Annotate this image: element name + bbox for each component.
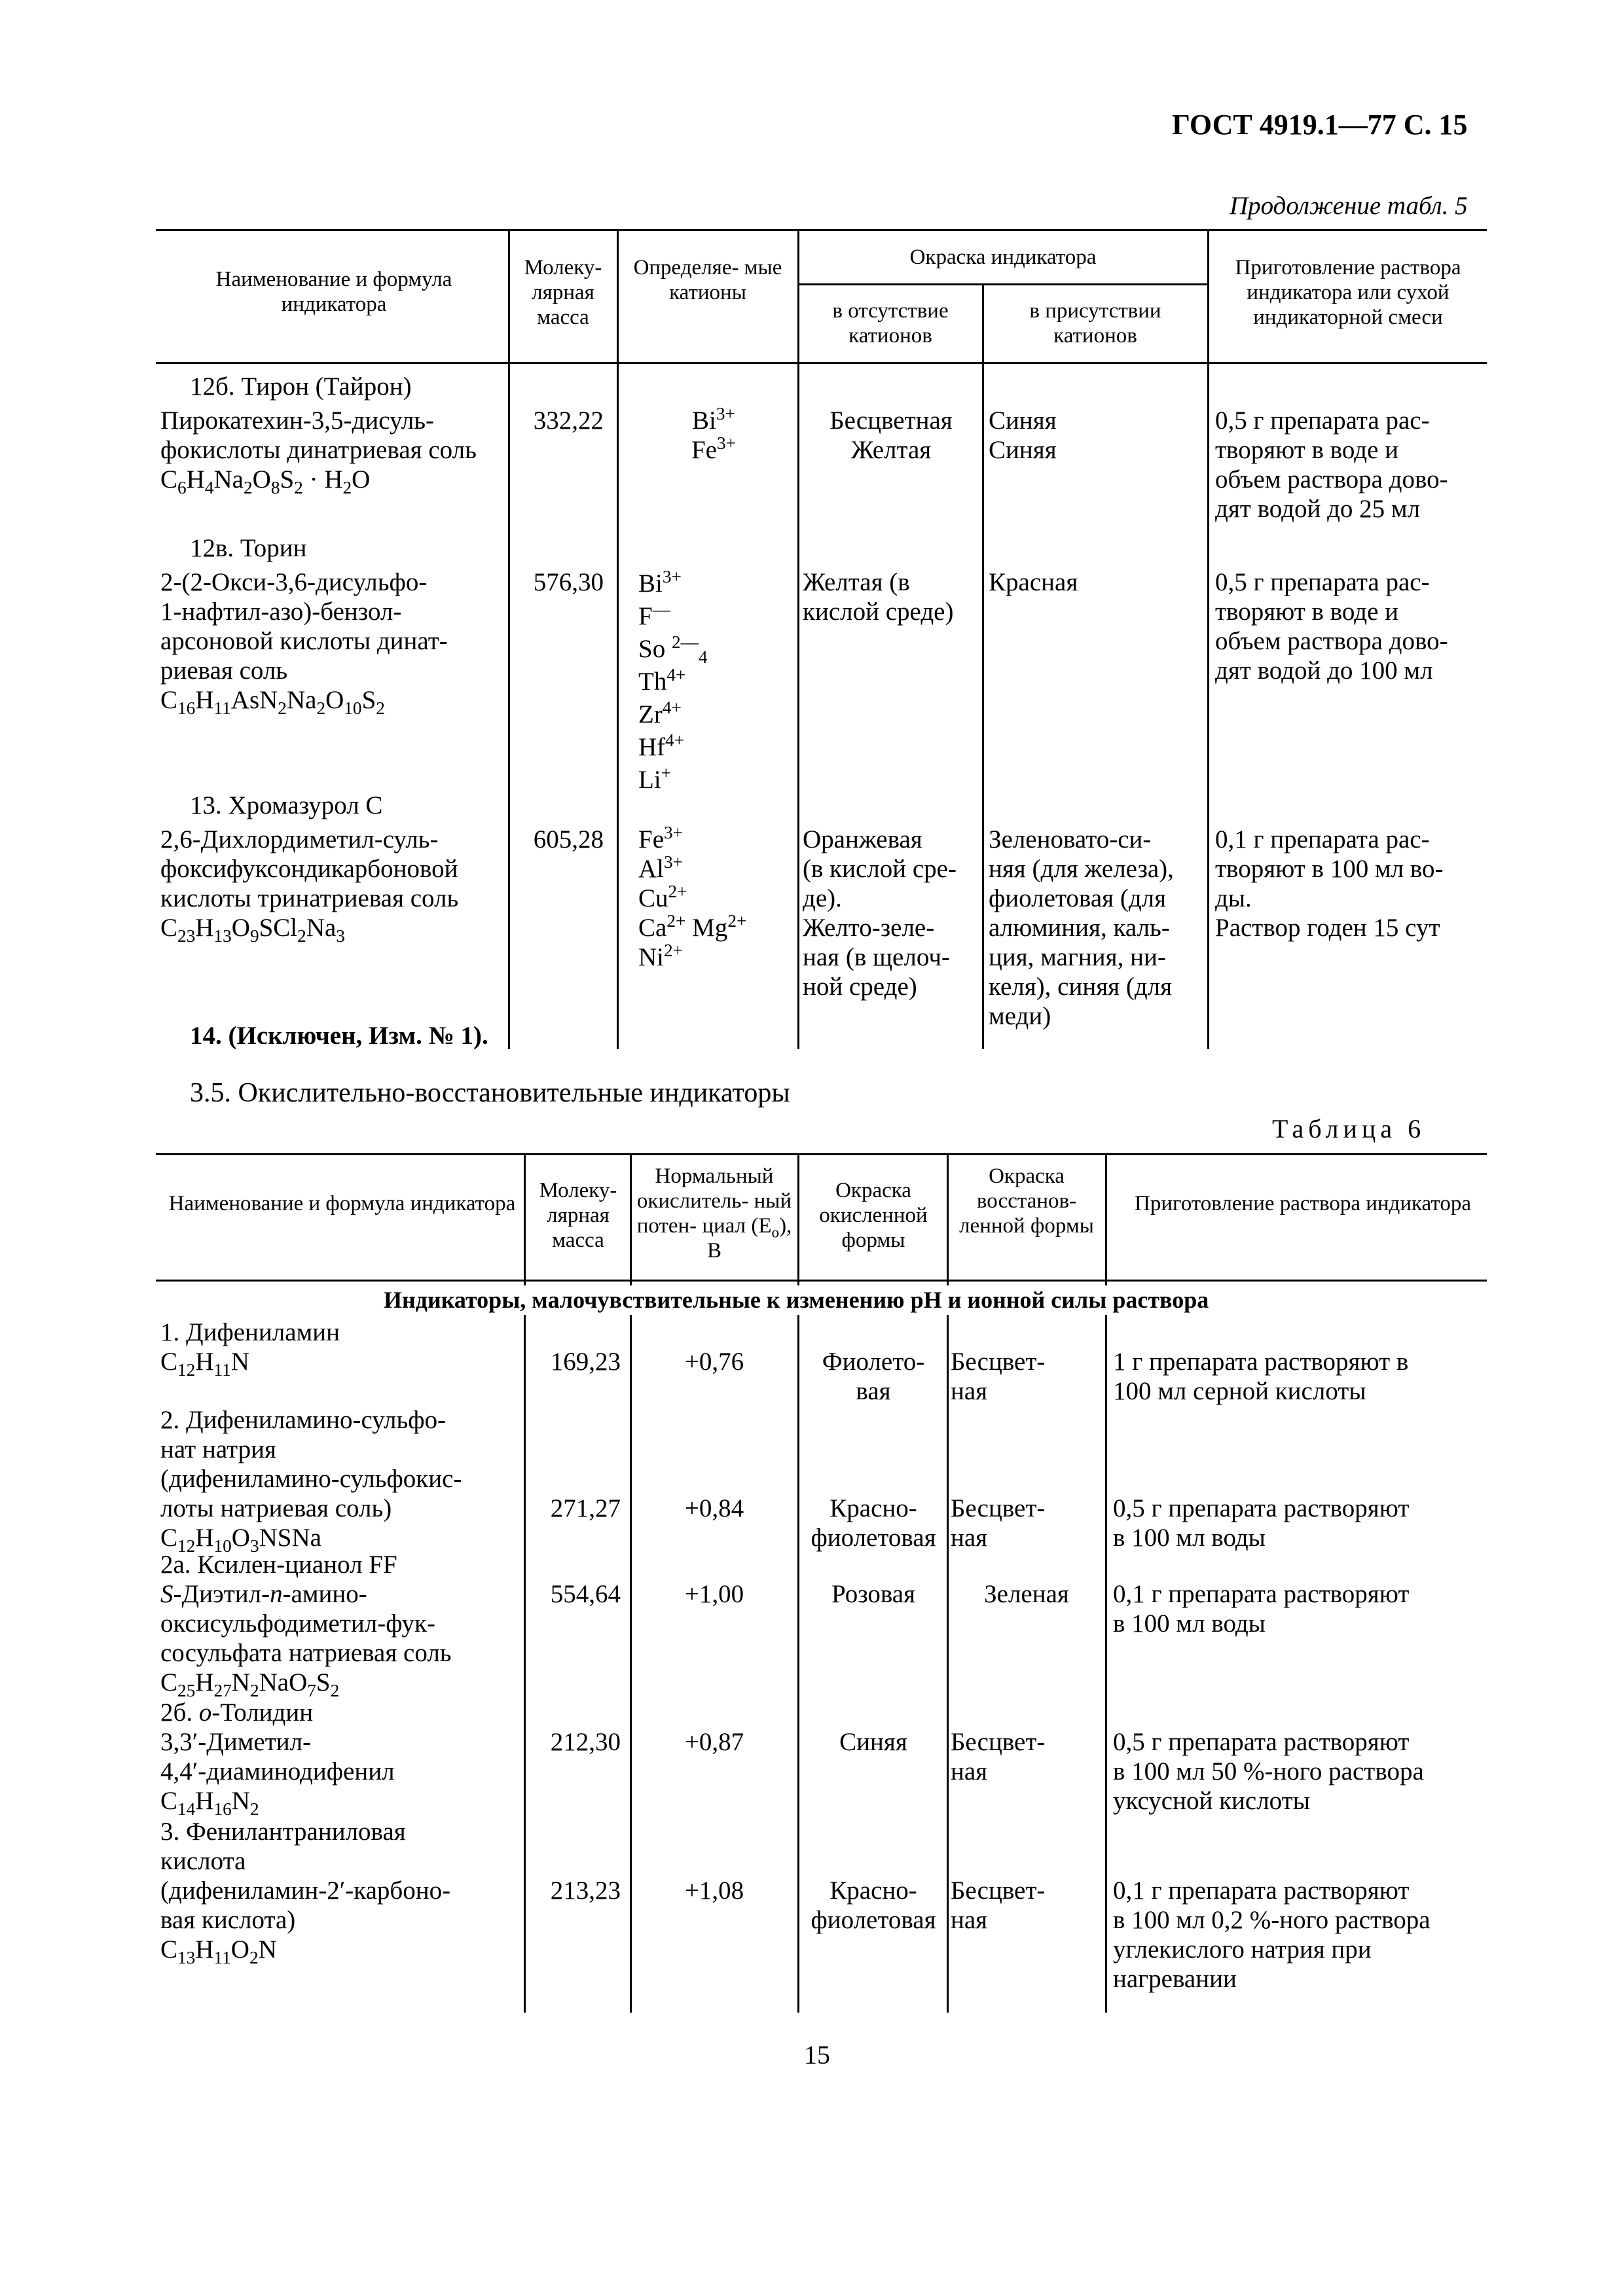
t6-row-name (160, 1550, 522, 1700)
t5-row-present-line: келя), синяя (для (989, 973, 1173, 1001)
t6-row-oxidized (801, 1876, 945, 1935)
t6-row-mass-line: 212,30 (550, 1728, 621, 1756)
t5-row-mass (512, 825, 604, 854)
t6-row-prep-line: 0,5 г препарата растворяют (1113, 1728, 1410, 1756)
t5-row-present (989, 825, 1205, 1031)
t5-row-name-line: $C_{23}H_{13}O_9SCl_2Na_3$ (160, 914, 345, 946)
t6-row-reduced-line: ная (951, 1906, 988, 1934)
t5-row-absent (803, 825, 979, 1001)
t6-row-reduced-line: Бесцвет- (951, 1876, 1046, 1905)
t5-row-cations-line: $Bi^{3+}$ (692, 404, 735, 435)
t6-row-name-line: 2. Дифениламино-сульфо- (160, 1406, 447, 1434)
t6-row-prep (1113, 1876, 1485, 1994)
t6-row-mass (529, 1347, 621, 1376)
t6-row-name (160, 1817, 522, 1967)
t5-row-prep (1215, 406, 1484, 524)
t6-row-prep (1113, 1727, 1485, 1816)
t5-row-prep-line: творяют в воде и (1215, 436, 1399, 464)
page-header-title: ГОСТ 4919.1—77 С. 15 (1172, 109, 1468, 141)
t5-row-title (190, 533, 307, 563)
t5-row-prep-line: дят водой до 100 мл (1215, 656, 1433, 685)
t6-row-reduced (951, 1579, 1103, 1609)
t6-row-name-line: 3,3′-Диметил- (160, 1728, 312, 1756)
t5-row-title (190, 372, 412, 401)
t5-row-absent-line: ная (в щелоч- (803, 943, 950, 971)
t6-row-potential-line: +0,76 (684, 1348, 744, 1376)
t5-row-cations (638, 567, 789, 797)
t5-row-prep (1215, 567, 1484, 685)
t5-header-color: Окраска индикатора (909, 245, 1097, 269)
t6-row-oxidized (801, 1494, 945, 1552)
t6-header-reduced: Окраска восстанов- ленной формы (959, 1164, 1094, 1238)
t6-row-mass (529, 1727, 621, 1757)
t6-row-oxidized (801, 1347, 945, 1406)
t5-row-cations-line: $Fe^{3+}$ (638, 823, 684, 853)
t5-row-prep-line: объем раствора дово- (1215, 627, 1448, 655)
t6-subheader: Индикаторы, малочувствительные к изменению pH и ионной силы раствора (380, 1285, 1213, 1315)
t5-header-prep: Приготовление раствора индикатора или сухой индикаторной смеси (1235, 256, 1461, 329)
t5-row-name-line: арсоновой кислоты динат- (160, 627, 448, 655)
t5-row-name-line: Пирокатехин-3,5-дисуль- (160, 406, 435, 435)
t6-row-oxidized-line: Розовая (831, 1580, 916, 1608)
t5-row-prep-line: Раствор годен 15 сут (1215, 914, 1440, 942)
t5-row-cations-line: $Ni^{2+}$ (638, 941, 684, 971)
t5-row-absent-line: Желтая (в (803, 568, 910, 596)
t6-row-name-line: нат натрия (160, 1435, 276, 1463)
t5-row-mass (512, 567, 604, 597)
page-number: 15 (804, 2040, 830, 2070)
t5-row-absent-line: кислой среде) (803, 598, 954, 626)
t6-row-reduced-line: Зеленая (984, 1580, 1069, 1608)
t6-row-potential-line: +0,84 (684, 1494, 744, 1522)
t6-row-prep-line: уксусной кислоты (1113, 1787, 1310, 1815)
t6-row-oxidized-line: Синяя (839, 1728, 907, 1756)
t6-row-name-line: кислота (160, 1847, 246, 1875)
t6-row-mass (529, 1494, 621, 1523)
t6-row-name-line: 1. Дифениламин (160, 1318, 340, 1346)
t5-row-name-line: 2,6-Дихлордиметил-суль- (160, 825, 439, 853)
t5-row-cations-line: F— (638, 600, 670, 630)
t6-row-name-line: $C_{12}H_{11}N$ (160, 1348, 249, 1380)
t6-row-name-line: сосульфата натриевая соль (160, 1639, 452, 1667)
t5-row-cations-line: So $^{2—}_4$ (638, 632, 708, 667)
t5-row-cations-line: Li+ (638, 763, 672, 794)
t5-row-present-line: няя (для железа), (989, 855, 1174, 883)
t6-row-name (160, 1698, 522, 1819)
t6-row-name-line: $C_{13}H_{11}O_2N$ (160, 1935, 277, 1967)
t6-row-potential (634, 1347, 795, 1376)
t6-row-oxidized-line: Красно- (830, 1876, 917, 1905)
t6-row-reduced-line: Бесцвет- (951, 1728, 1046, 1756)
t5-row-prep-line: ды. (1215, 884, 1252, 912)
t5-row-prep-line: творяют в 100 мл во- (1215, 855, 1444, 883)
t6-header-potential: Нормальный окислитель- ный потен- циал $(E_o)$, В (636, 1164, 792, 1263)
t5-row-absent-line: Бесцветная (830, 406, 953, 435)
t5-row-name (160, 567, 506, 718)
t6-row-mass-line: 169,23 (550, 1348, 621, 1376)
t5-row-name-line: $C_{16}H_{11}AsN_2Na_2O_{10}S_2$ (160, 686, 385, 718)
t5-row-cations (638, 825, 789, 972)
t6-row-prep-line: нагревании (1113, 1965, 1237, 1993)
t5-row-name-line: 2-(2-Окси-3,6-дисульфо- (160, 568, 428, 596)
t6-row-oxidized-line: вая (856, 1377, 891, 1405)
t6-row-name (160, 1318, 522, 1380)
t6-row-name-line: $C_{12}H_{10}O_3NSNa$ (160, 1524, 321, 1556)
t6-row-prep (1113, 1494, 1485, 1552)
t5-row-present (989, 567, 1205, 597)
t6-row-potential-line: +1,08 (684, 1876, 744, 1905)
t5-row-cations (638, 406, 789, 465)
t6-header-oxidized: Окраска окисленной формы (819, 1179, 928, 1252)
t6-row-prep-line: 100 мл серной кислоты (1113, 1377, 1366, 1405)
t6-row-reduced-line: ная (951, 1757, 988, 1785)
table6-label: Таблица 6 (1272, 1114, 1426, 1143)
t5-row-cations-line: $Bi^{3+}$ (638, 567, 682, 598)
t5-row-absent (803, 567, 979, 626)
t5-row-prep-line: 0,1 г препарата рас- (1215, 825, 1430, 853)
t6-row-reduced-line: Бесцвет- (951, 1494, 1046, 1522)
t5-row-prep-line: 0,5 г препарата рас- (1215, 406, 1430, 435)
t5-row-present-line: Красная (989, 568, 1078, 596)
t5-row-absent-line: Оранжевая (803, 825, 922, 853)
t6-row-potential-line: +1,00 (684, 1580, 744, 1608)
t6-header-name: Наименование и формула индикатора (168, 1192, 516, 1215)
t6-row-mass-line: 271,27 (550, 1494, 621, 1522)
t5-row-present-line: алюминия, каль- (989, 914, 1170, 942)
t5-row-prep-line: 0,5 г препарата рас- (1215, 568, 1430, 596)
section-title: 3.5. Окислительно-восстановительные индикаторы (190, 1078, 790, 1108)
t6-row-prep-line: 1 г препарата растворяют в (1113, 1348, 1409, 1376)
t6-row-prep-line: 0,5 г препарата растворяют (1113, 1494, 1410, 1522)
t6-row-name-line: оксисульфодиметил-фук- (160, 1609, 435, 1638)
t6-row-prep-line: в 100 мл воды (1113, 1609, 1266, 1638)
t6-row-prep-line: в 100 мл воды (1113, 1524, 1266, 1552)
t5-row-name-line: риевая соль (160, 656, 288, 685)
t5-row-present (989, 406, 1205, 465)
t6-row-reduced (951, 1876, 1103, 1935)
t5-row-present-line: фиолетовая (для (989, 884, 1167, 912)
t6-header-prep: Приготовление раствора индикатора (1135, 1192, 1471, 1215)
t5-row-title-line: 13. Хромазурол С (190, 791, 383, 819)
t5-row-cations-line: $Cu^{2+}$ (638, 882, 687, 912)
t6-row-name-line: (дифениламино-сульфокис- (160, 1465, 462, 1493)
t6-row-potential-line: +0,87 (684, 1728, 744, 1756)
t6-row-oxidized-line: фиолетовая (811, 1524, 936, 1552)
t5-row-title-line: 12б. Тирон (Тайрон) (190, 372, 412, 401)
t6-row-mass-line: 213,23 (550, 1876, 621, 1905)
t6-row-reduced (951, 1347, 1103, 1406)
t6-row-oxidized-line: Красно- (830, 1494, 917, 1522)
t5-excluded-row: 14. (Исключен, Изм. № 1). (190, 1022, 488, 1050)
t5-row-name-line: фокислоты динатриевая соль (160, 436, 477, 464)
t6-row-oxidized-line: Фиолето- (822, 1348, 925, 1376)
t6-row-name-line: 2б. o-Толидин (160, 1698, 314, 1727)
t6-row-prep-line: 0,1 г препарата растворяют (1113, 1876, 1410, 1905)
t5-row-name (160, 406, 506, 497)
t5-row-name-line: $C_6H_4Na_2O_8S_2 \cdot H_2O$ (160, 465, 371, 497)
t5-row-present-line: ция, магния, ни- (989, 943, 1166, 971)
t6-row-name-line: S-Диэтил-n-амино- (160, 1580, 367, 1608)
t5-row-mass-line: 576,30 (533, 568, 604, 596)
t6-row-prep-line: 0,1 г препарата растворяют (1113, 1580, 1410, 1608)
t6-row-name-line: вая кислота) (160, 1906, 296, 1934)
t6-row-reduced-line: Бесцвет- (951, 1348, 1046, 1376)
t5-row-name-line: 1-нафтил-азо)-бензол- (160, 598, 402, 626)
t6-row-potential (634, 1579, 795, 1609)
t5-header-name: Наименование и формула индикатора (215, 268, 452, 316)
t5-row-name (160, 825, 506, 946)
t6-row-potential (634, 1727, 795, 1757)
t6-header-mass: Молеку- лярная масса (539, 1179, 617, 1252)
t5-row-prep-line: объем раствора дово- (1215, 465, 1448, 493)
t6-row-name-line: лоты натриевая соль) (160, 1494, 392, 1522)
t5-row-absent-line: ной среде) (803, 973, 917, 1001)
t5-row-absent-line: Желто-зеле- (803, 914, 935, 942)
t5-row-cations-line: $Al^{3+}$ (638, 852, 684, 883)
t6-row-reduced-line: ная (951, 1524, 988, 1552)
t6-row-name-line: $C_{14}H_{16}N_2$ (160, 1787, 259, 1819)
t6-row-potential (634, 1876, 795, 1905)
table5-continuation: Продолжение табл. 5 (1230, 192, 1468, 220)
t5-row-prep-line: творяют в воде и (1215, 598, 1399, 626)
t5-header-cations: Определяе- мые катионы (633, 256, 782, 304)
t6-row-name-line: $C_{25}H_{27}N_2NaO_7S_2$ (160, 1668, 340, 1700)
t5-row-absent-line: (в кислой сре- (803, 855, 957, 883)
t6-row-reduced (951, 1494, 1103, 1552)
t5-row-cations-line: $Fe^{3+}$ (691, 433, 737, 464)
t6-row-name (160, 1405, 522, 1556)
t6-row-prep-line: в 100 мл 50 %-ного раствора (1113, 1757, 1424, 1785)
t5-row-cations-line: $Zr^{4+}$ (638, 698, 682, 728)
t6-row-mass (529, 1876, 621, 1905)
t6-row-reduced (951, 1727, 1103, 1786)
t6-row-oxidized-line: фиолетовая (811, 1906, 936, 1934)
t6-row-mass (529, 1579, 621, 1609)
t6-row-name-line: (дифениламин-2′-карбоно- (160, 1876, 451, 1905)
t6-row-prep (1113, 1579, 1485, 1638)
t5-header-absent: в отсутствие катионов (832, 299, 949, 348)
t6-row-potential (634, 1494, 795, 1523)
t6-row-oxidized (801, 1727, 945, 1757)
t6-row-prep (1113, 1347, 1485, 1406)
t5-row-absent-line: де). (803, 884, 842, 912)
t5-row-absent (803, 406, 979, 465)
t6-row-prep-line: в 100 мл 0,2 %-ного раствора (1113, 1906, 1431, 1934)
t5-row-mass-line: 605,28 (533, 825, 604, 853)
t5-row-name-line: кислоты тринатриевая соль (160, 884, 459, 912)
t6-row-prep-line: углекислого натрия при (1113, 1935, 1372, 1964)
t5-row-present-line: Синяя (989, 406, 1057, 435)
t5-row-title-line: 12в. Торин (190, 534, 307, 562)
t5-row-cations-line: $Th^{4+}$ (638, 665, 686, 696)
t6-row-mass-line: 554,64 (550, 1580, 621, 1608)
t5-row-prep (1215, 825, 1484, 942)
t5-row-cations-line: $Hf^{4+}$ (638, 730, 685, 761)
t5-row-mass (512, 406, 604, 435)
t5-row-absent-line: Желтая (850, 436, 932, 464)
t5-row-present-line: Синяя (989, 436, 1057, 464)
t6-row-name-line: 2а. Ксилен-цианол FF (160, 1551, 397, 1579)
t5-row-present-line: меди) (989, 1002, 1051, 1030)
t5-row-title (190, 791, 382, 820)
t5-row-prep-line: дят водой до 25 мл (1215, 495, 1421, 523)
t6-row-name-line: 4,4′-диаминодифенил (160, 1757, 395, 1785)
t5-row-name-line: фоксифуксондикарбоновой (160, 855, 458, 883)
t5-row-present-line: Зеленовато-си- (989, 825, 1152, 853)
t6-row-oxidized (801, 1579, 945, 1609)
t5-header-present: в присутствии катионов (1029, 299, 1161, 348)
t5-row-mass-line: 332,22 (533, 406, 604, 435)
t5-row-cations-line: $Ca^{2+}$ $Mg^{2+}$ (638, 911, 747, 942)
t5-header-mass: Молеку- лярная масса (524, 256, 602, 329)
t6-row-name-line: 3. Фенилантраниловая (160, 1818, 406, 1846)
t6-row-reduced-line: ная (951, 1377, 988, 1405)
